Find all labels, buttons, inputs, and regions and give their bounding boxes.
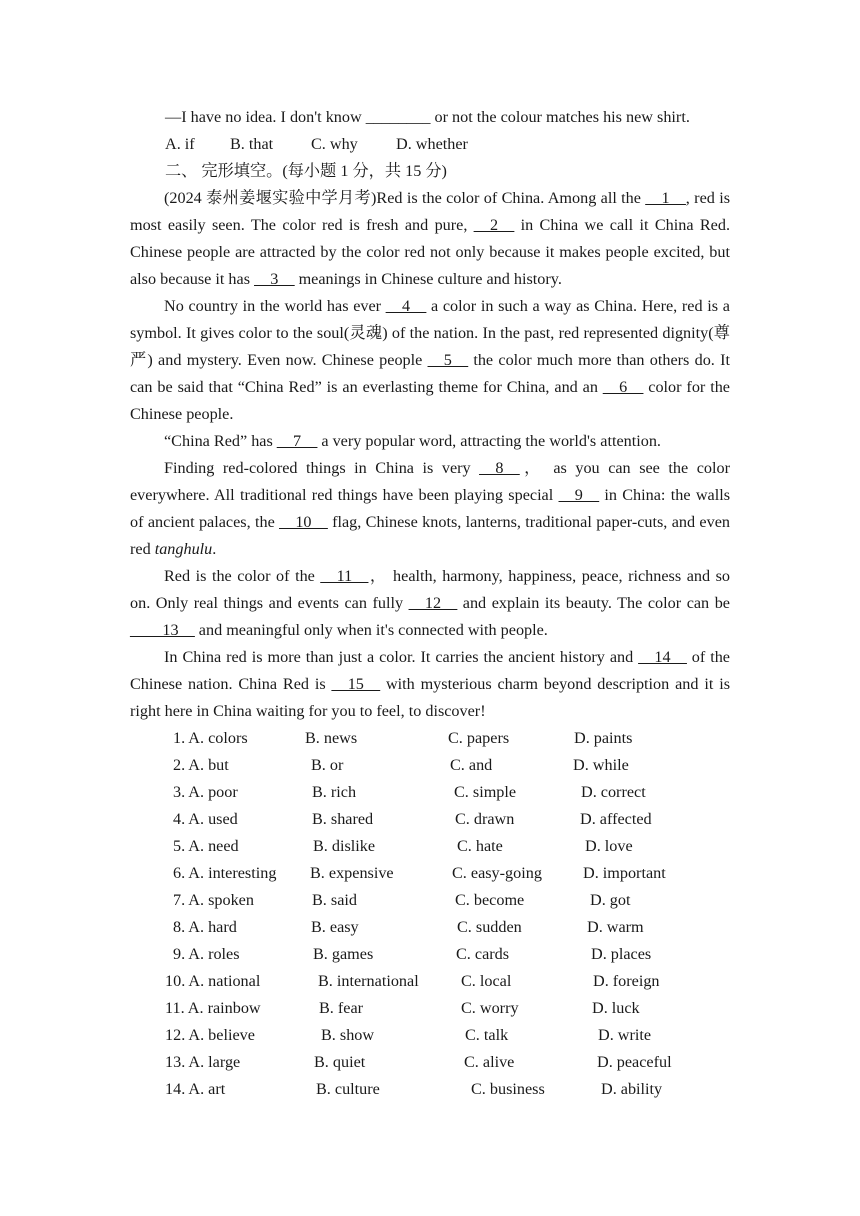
blank-9: __9__: [558, 486, 600, 504]
blank-3: __3__: [254, 270, 295, 288]
blank-15: __15__: [331, 675, 381, 693]
option-c: C. why: [311, 135, 358, 153]
option-row: 6. A. interesting B. expensive C. easy-going D. important: [173, 864, 666, 882]
option-row: 7. A. spoken B. said C. become D. got: [173, 891, 631, 909]
passage-paragraph-3: “China Red” has __7__ a very popular word, attracting the world's attention.: [164, 432, 661, 450]
blank-10: __10__: [279, 513, 328, 531]
option-b: B. that: [230, 135, 274, 153]
blank-7: __7__: [276, 432, 318, 450]
blank-2: __2__: [473, 216, 515, 234]
option-row: 8. A. hard B. easy C. sudden D. warm: [173, 918, 644, 936]
option-row: 14. A. art B. culture C. business D. ability: [165, 1080, 663, 1098]
option-row: 10. A. national B. international C. local D. foreign: [165, 972, 660, 990]
question-sentence: —I have no idea. I don't know ________ or not the colour matches his new shirt.: [165, 108, 690, 126]
source-note: (2024 泰州姜堰实验中学月考): [164, 189, 377, 207]
option-row: 13. A. large B. quiet C. alive D. peaceful: [165, 1053, 672, 1071]
answer-options-list: [130, 725, 730, 1103]
passage-paragraph-5: Red is the color of the __11__， health, harmony, happiness, peace, richness and so on. Only real things and events can fully __12__ and explain its beauty. The color can be ____13__ and meaningful only when it's connected with people.: [130, 567, 730, 639]
passage-paragraph-1: (2024 泰州姜堰实验中学月考)Red is the color of China. Among all the __1__, red is most easily seen. The color red is fresh and pure, __2__ in China we call it China Red. Chinese people are attracted by the color red not only because it makes people excited, but also because it has __3__ meanings in Chinese culture and history.: [130, 189, 730, 288]
blank-1: __1__: [645, 189, 686, 207]
blank-4: __4__: [385, 297, 427, 315]
passage-paragraph-4: Finding red-colored things in China is very __8__， as you can see the color everywhere. All traditional red things have been playing special __9__ in China: the walls of ancient palaces, the __10__ flag, Chinese knots, lanterns, traditional paper-cuts, and even red tanghulu.: [130, 459, 730, 558]
option-row: 1. A. colors B. news C. papers D. paints: [173, 729, 633, 747]
blank-6: __6__: [602, 378, 644, 396]
option-row: 5. A. need B. dislike C. hate D. love: [173, 837, 633, 855]
option-row: 4. A. used B. shared C. drawn D. affected: [173, 810, 652, 828]
italic-word: tanghulu: [154, 540, 213, 558]
blank-11: __11__: [320, 567, 369, 585]
option-row: 3. A. poor B. rich C. simple D. correct: [173, 783, 646, 801]
passage-paragraph-6: In China red is more than just a color. It carries the ancient history and __14__ of the Chinese nation. China Red is __15__ with mysterious charm beyond description and it is right here in China waiting for you to feel, to discover!: [130, 648, 730, 720]
blank-13: ____13__: [130, 621, 195, 639]
option-row: 12. A. believe B. show C. talk D. write: [165, 1026, 652, 1044]
option-row: 9. A. roles B. games C. cards D. places: [173, 945, 652, 963]
question-options: [130, 131, 730, 158]
blank-14: __14__: [638, 648, 687, 666]
option-a: A. if: [165, 135, 195, 153]
section-title: 二、 完形填空。(每小题 1 分，共 15 分): [165, 162, 447, 180]
exam-page: [130, 104, 730, 1103]
option-row: 11. A. rainbow B. fear C. worry D. luck: [165, 999, 640, 1017]
passage-paragraph-2: No country in the world has ever __4__ a color in such a way as China. Here, red is a symbol. It gives color to the soul(灵魂) of the nation. In the past, red represented dignity(尊严) and mystery. Even now. Chinese people __5__ the color much more than others do. It can be said that “China Red” is an everlasting theme for China, and an __6__ color for the Chinese people.: [130, 297, 731, 423]
blank-12: __12__: [408, 594, 458, 612]
option-d: D. whether: [396, 135, 468, 153]
option-row: 2. A. but B. or C. and D. while: [173, 756, 629, 774]
blank-5: __5__: [427, 351, 469, 369]
blank-8: __8__: [479, 459, 520, 477]
